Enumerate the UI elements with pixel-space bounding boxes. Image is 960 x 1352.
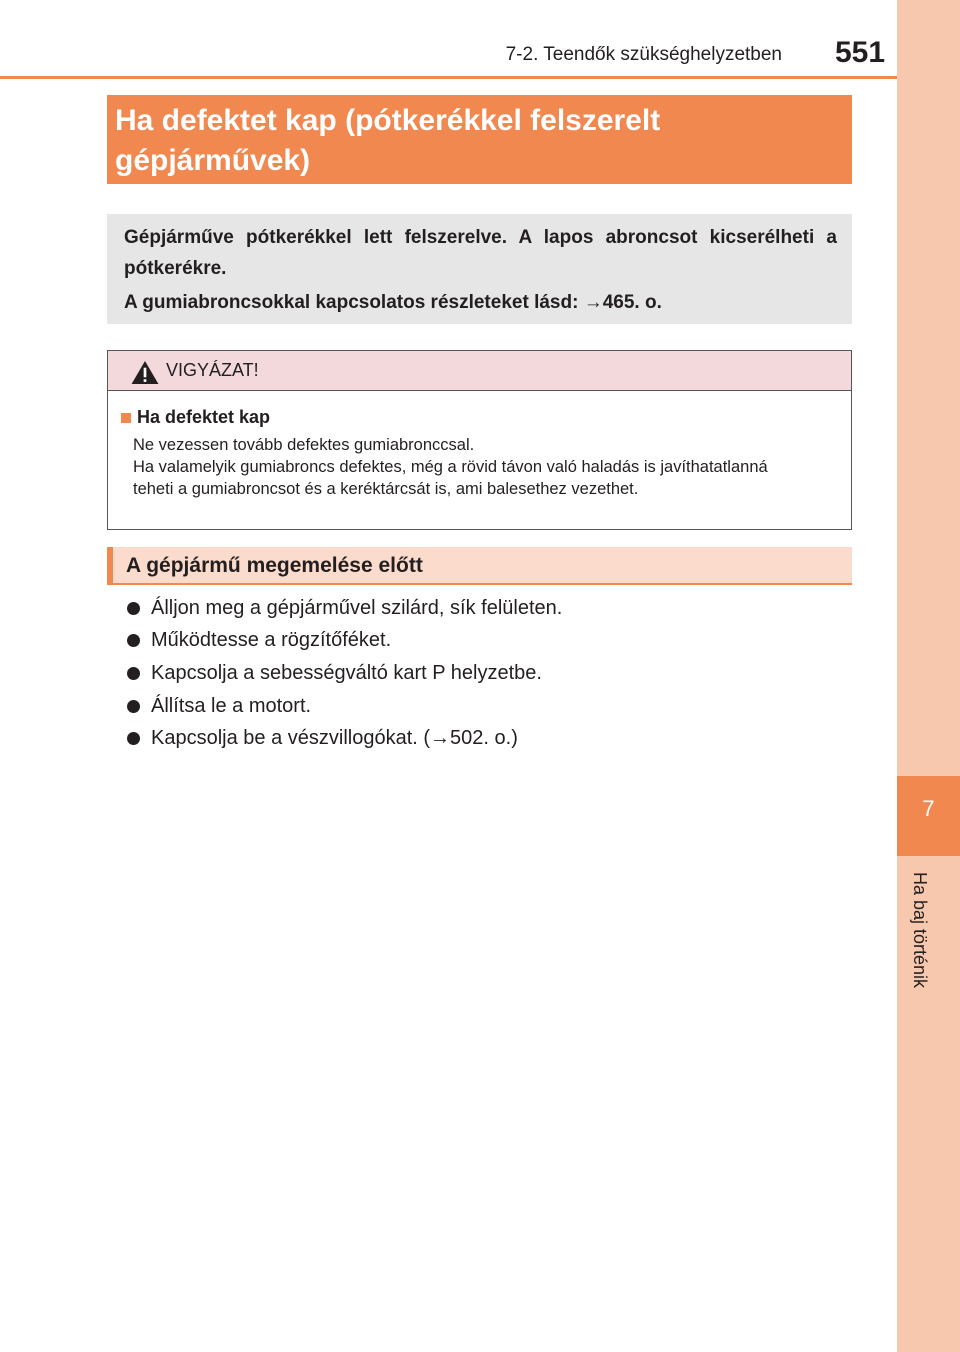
caution-text xyxy=(117,434,839,500)
list-item-text: Álljon meg a gépjárművel szilárd, sík felületen. xyxy=(151,596,563,619)
list-item-text: Kapcsolja a sebességváltó kart P helyzetbe. xyxy=(151,661,542,684)
caution-line: Ne vezessen tovább defektes gumiabronccsal. xyxy=(133,436,475,454)
list-item xyxy=(127,722,847,755)
bullet-icon xyxy=(127,732,140,745)
list-item-text: Állítsa le a motort. xyxy=(151,694,312,717)
caution-line: teheti a gumiabroncsot és a keréktárcsát is, ami balesethez vezethet. xyxy=(133,480,639,498)
header-divider xyxy=(0,76,897,79)
side-chapter-label: Ha baj történik xyxy=(910,872,930,989)
bullet-icon xyxy=(127,634,140,647)
intro-reference xyxy=(124,287,837,318)
square-bullet-icon xyxy=(121,413,131,423)
warning-triangle-icon xyxy=(130,360,160,385)
bullet-icon xyxy=(127,667,140,680)
page-reference-link[interactable]: 465. o. xyxy=(602,292,662,313)
bullet-icon xyxy=(127,602,140,615)
intro-text: Gépjárműve pótkerékkel lett felszerelve. A lapos abroncsot kicserélheti a pótkerékre. xyxy=(124,227,837,279)
list-item xyxy=(127,592,847,625)
list-item-text: Kapcsolja be a vészvillogókat. (→502. o.) xyxy=(151,727,518,750)
page-number: 551 xyxy=(834,36,886,69)
caution-line: Ha valamelyik gumiabroncs defektes, még a rövid távon való haladás is javíthatatlanná xyxy=(133,458,768,476)
side-tab xyxy=(897,0,960,1352)
caution-label: VIGYÁZAT! xyxy=(166,360,259,380)
caution-header xyxy=(108,351,851,391)
section-title-line-2: gépjárművek) xyxy=(115,144,311,177)
list-item xyxy=(127,625,847,658)
caution-heading xyxy=(117,407,839,428)
side-chapter-number[interactable]: 7 xyxy=(897,776,960,856)
list-item-text: Működtesse a rögzítőféket. xyxy=(151,629,392,652)
subsection-title: A gépjármű megemelése előtt xyxy=(107,547,852,585)
section-title xyxy=(107,95,852,184)
arrow-icon: → xyxy=(583,292,603,313)
caution-heading-text: Ha defektet kap xyxy=(137,407,271,427)
list-item xyxy=(127,657,847,690)
caution-body xyxy=(108,391,851,500)
caution-box xyxy=(107,350,852,530)
header-title: 7-2. Teendők szükséghelyzetben xyxy=(505,44,782,65)
intro-reference-text: A gumiabroncsokkal kapcsolatos részleteket lásd: xyxy=(124,292,584,313)
list-item xyxy=(127,690,847,723)
bullet-icon xyxy=(127,700,140,713)
intro-box xyxy=(107,214,852,324)
steps-list xyxy=(127,592,847,755)
section-title-line-1: Ha defektet kap (pótkerékkel felszerelt xyxy=(115,104,661,137)
